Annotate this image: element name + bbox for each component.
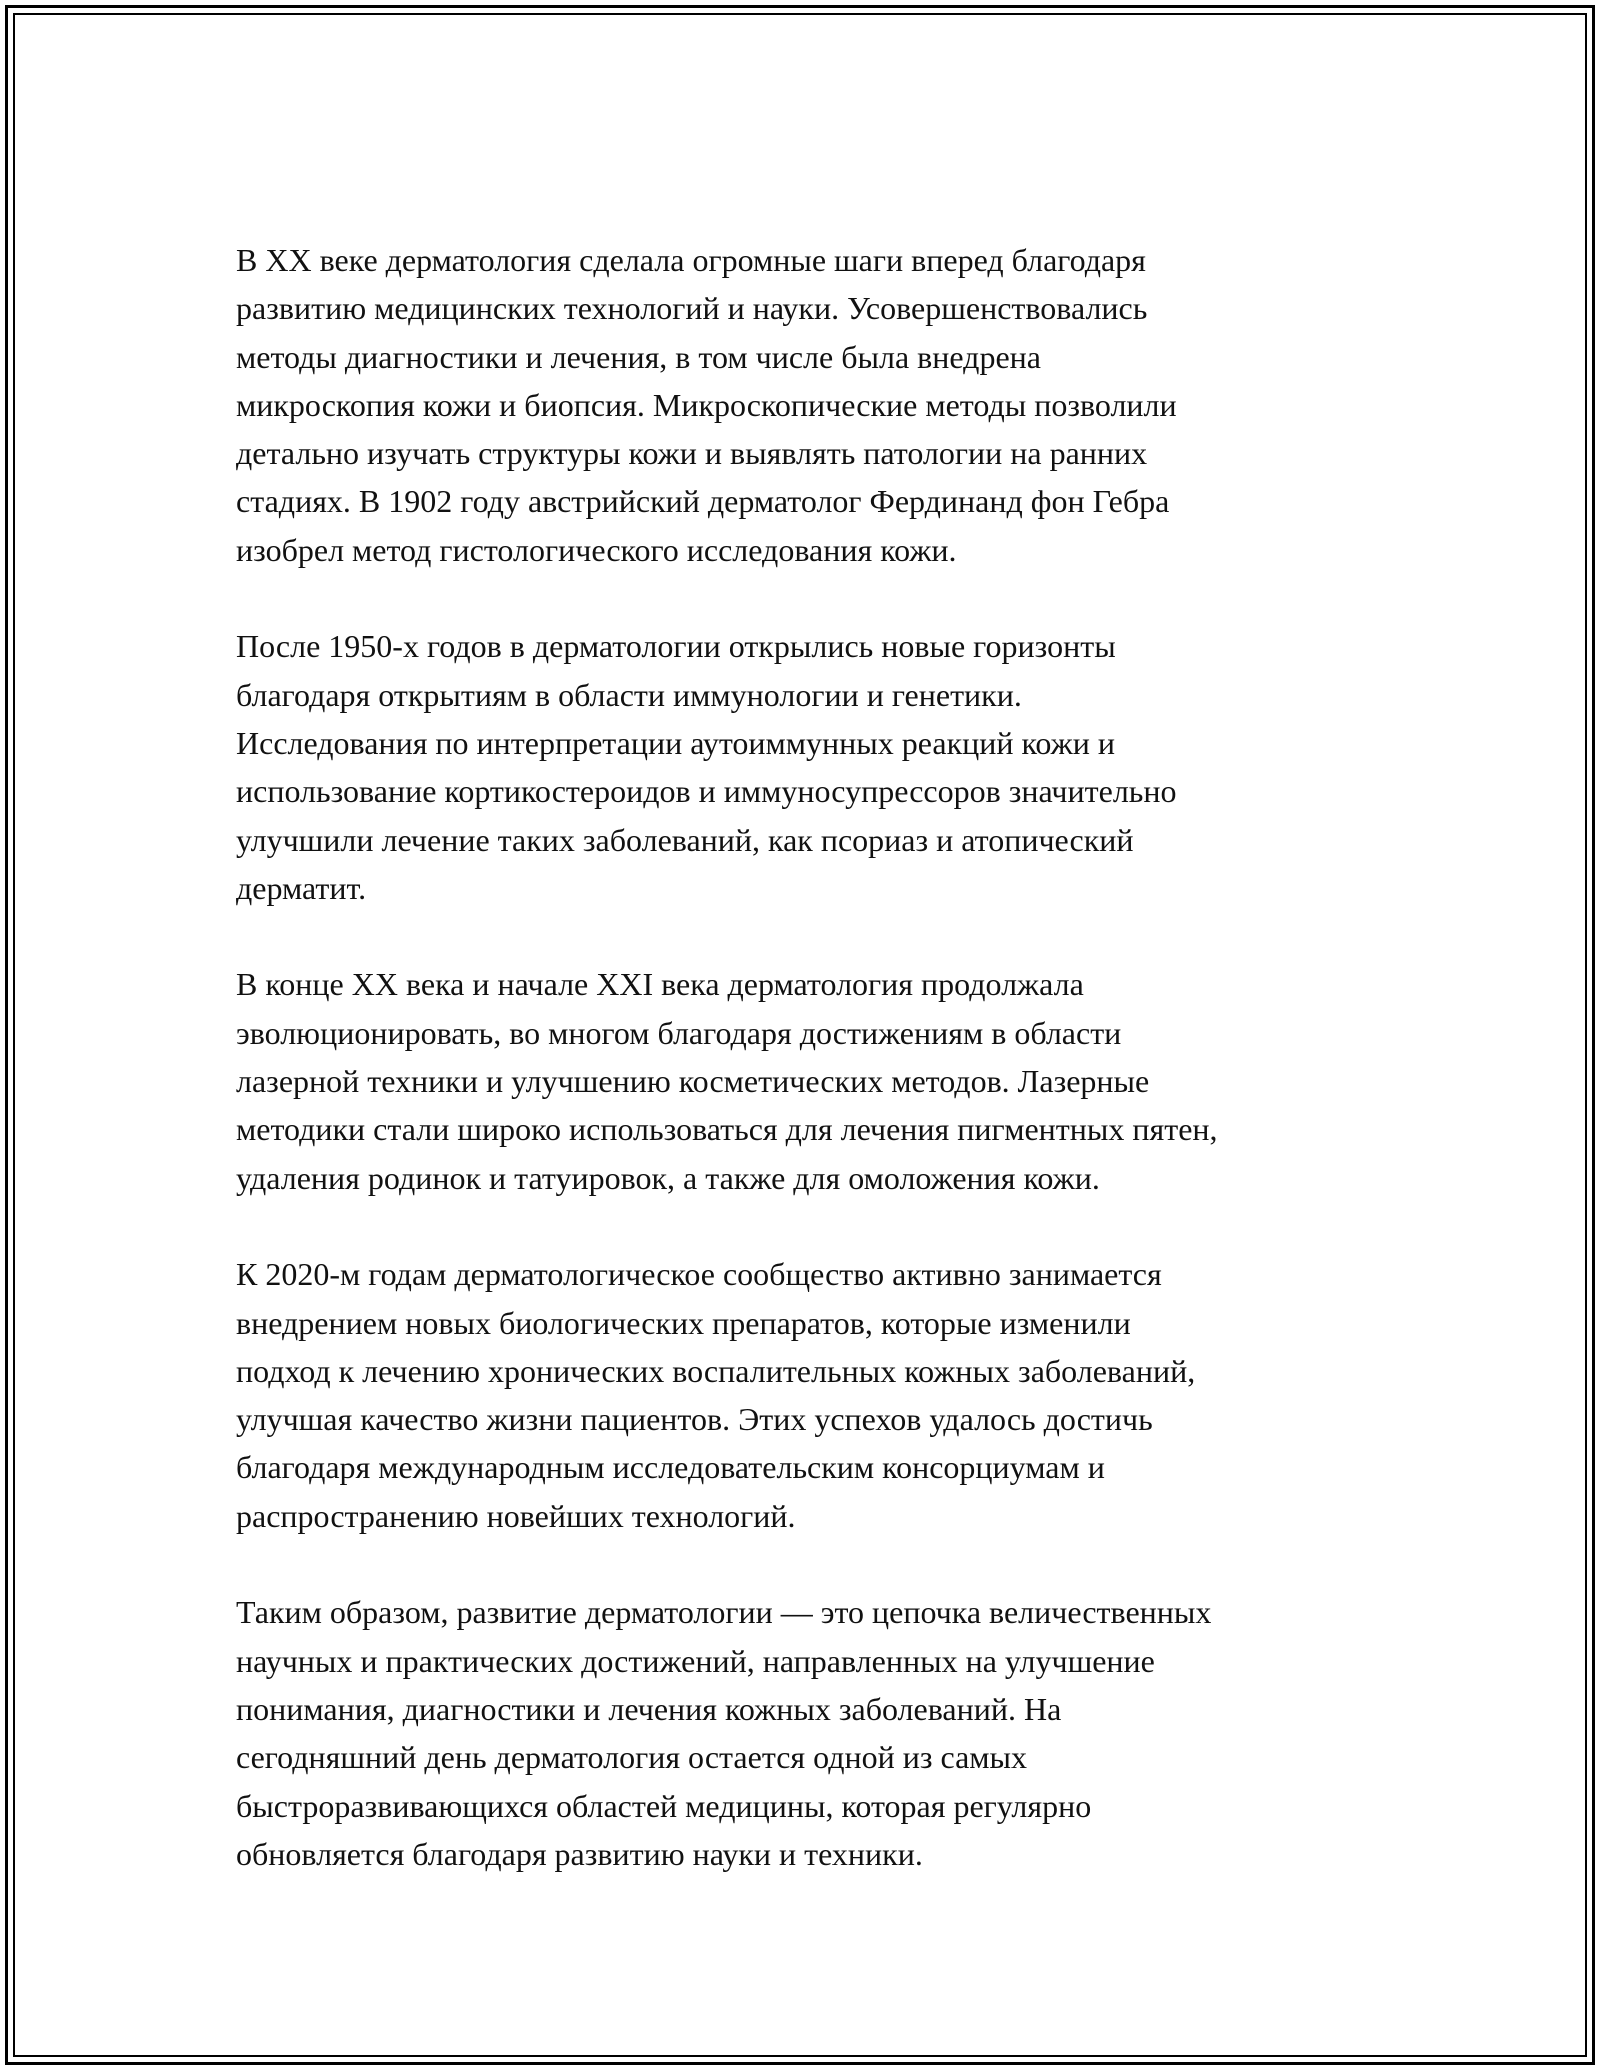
paragraph-4 — [236, 1250, 1396, 1540]
text-line: благодаря открытиям в области иммунологии и генетики. — [236, 676, 1022, 713]
text-line: В XX веке дерматология сделала огромные шаги вперед благодаря — [236, 242, 1146, 278]
text-line: Исследования по интерпретации аутоиммунных реакций кожи и — [236, 724, 1115, 761]
text-line: дерматит. — [236, 869, 367, 906]
paragraph-1 — [236, 236, 1396, 574]
text-line: внедрением новых биологических препаратов, которые изменили — [236, 1304, 1131, 1341]
paragraph-2 — [236, 622, 1396, 912]
document-body — [236, 236, 1396, 1926]
text-line: удаления родинок и татуировок, а также для омоложения кожи. — [236, 1159, 1100, 1196]
text-line: стадиях. В 1902 году австрийский дерматолог Фердинанд фон Гебра — [236, 483, 1170, 520]
text-line: улучшая качество жизни пациентов. Этих успехов удалось достичь — [236, 1401, 1153, 1438]
text-line: быстроразвивающихся областей медицины, которая регулярно — [236, 1787, 1092, 1824]
text-line: обновляется благодаря развитию науки и техники. — [236, 1835, 923, 1872]
text-line: изобрел метод гистологического исследования кожи. — [236, 531, 957, 568]
text-line: Таким образом, развитие дерматологии — это цепочка величественных — [236, 1594, 1212, 1631]
text-line: методики стали широко использоваться для лечения пигментных пятен, — [236, 1111, 1218, 1148]
text-line: использование кортикостероидов и иммуносупрессоров значительно — [236, 773, 1177, 810]
text-line: распространению новейших технологий. — [236, 1497, 796, 1534]
text-line: понимания, диагностики и лечения кожных заболеваний. На — [236, 1690, 1062, 1727]
text-line: лазерной техники и улучшению косметических методов. Лазерные — [236, 1063, 1150, 1100]
text-line: В конце XX века и начале XXI века дерматология продолжала — [236, 966, 1084, 1003]
text-line: эволюционировать, во многом благодаря достижениям в области — [236, 1014, 1122, 1051]
text-line: развитию медицинских технологий и науки. Усовершенствовались — [236, 290, 1148, 327]
text-line: сегодняшний день дерматология остается одной из самых — [236, 1739, 1028, 1776]
text-line: детально изучать структуры кожи и выявлять патологии на ранних — [236, 435, 1148, 472]
text-line: После 1950-х годов в дерматологии открылись новые горизонты — [236, 628, 1116, 665]
text-line: благодаря международным исследовательским консорциумам и — [236, 1449, 1105, 1486]
text-line: научных и практических достижений, направленных на улучшение — [236, 1642, 1155, 1679]
paragraph-3 — [236, 960, 1396, 1201]
text-line: методы диагностики и лечения, в том числе была внедрена — [236, 338, 1041, 375]
paragraph-5 — [236, 1588, 1396, 1878]
text-line: микроскопия кожи и биопсия. Микроскопические методы позволили — [236, 386, 1177, 423]
text-line: подход к лечению хронических воспалительных кожных заболеваний, — [236, 1352, 1196, 1389]
text-line: улучшили лечение таких заболеваний, как псориаз и атопический — [236, 821, 1134, 858]
text-line: К 2020-м годам дерматологическое сообщество активно занимается — [236, 1256, 1162, 1293]
